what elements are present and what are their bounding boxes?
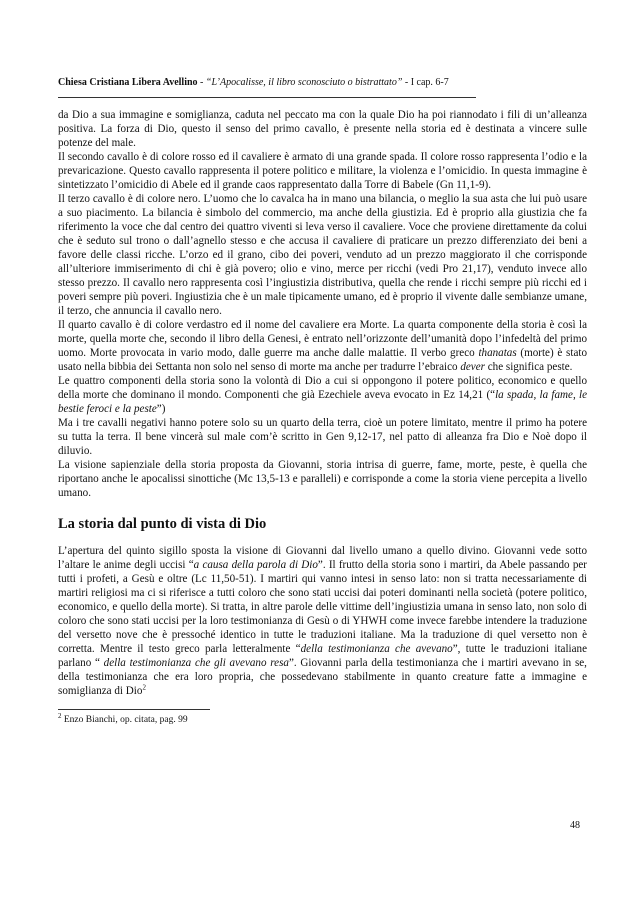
text-run: ”) — [156, 403, 166, 415]
italic-term: dever — [460, 361, 485, 373]
paragraph-fifth-seal — [58, 544, 587, 698]
footnote-number: 2 — [58, 711, 62, 720]
header-organization: Chiesa Cristiana Libera Avellino — [58, 77, 198, 88]
italic-quote: della testimonianza che gli avevano resa — [103, 657, 289, 669]
text-run: che significa peste. — [484, 361, 573, 373]
footnote — [58, 711, 587, 726]
text-run: Le quattro componenti della storia sono la volontà di Dio a cui si oppongono il potere politico, economico e quello della morte che dominano il mondo. Componenti che già Ezechiele aveva evocato in Ez 14,21 (“ — [58, 375, 587, 401]
paragraph-first-horse-end: da Dio a sua immagine e somiglianza, caduta nel peccato ma con la quale Dio ha poi riannodato i fili di un’alleanza positiva. La forza di Dio, questo il senso del primo cavallo, è presente nella storia ed è destinata a vincere sulle potenze del male. — [58, 109, 587, 149]
body-text — [58, 108, 587, 698]
footnote-rule — [58, 709, 210, 710]
header-rule — [58, 97, 476, 98]
header-chapter: - I cap. 6-7 — [402, 77, 449, 88]
italic-quote: della testimonianza che avevano — [300, 643, 453, 655]
header-book-title: “L’Apocalisse, il libro sconosciuto o bistrattato” — [205, 77, 403, 88]
footnote-text: Enzo Bianchi, op. citata, pag. 99 — [61, 715, 188, 725]
footnote-reference: 2 — [142, 683, 146, 692]
paragraph-negative-horses: Ma i tre cavalli negativi hanno potere solo su un quarto della terra, cioè un potere limitato, mentre il primo ha potere su tutta la terra. Il bene vincerà sul male com’è scritto in Gen 9,12-17, nel patto di alleanza fra Dio e Noè dopo il diluvio. — [58, 417, 587, 457]
text-run: ”. Il frutto della storia sono i martiri, da Abele passando per tutti i profeti, a Gesù e oltre (Lc 11,50-51). I martiri qui vanno intesi in senso lato: non si tratta necessariamente di martiri religiosi ma ci si riferisce a tutti coloro che sono stati uccisi dai poteri dominanti nella società (potere politico, economico, e quello della morte). Si tratta, in altre parole delle vittime dell’ingiustizia umana in senso lato, non solo di coloro che sono stati uccisi per la loro testimonianza di Gesù o di YHWH come invece farebbe intendere la traduzione del versetto nove che è pressoché identico in tutte le traduzioni italiane. Ma la traduzione di quel versetto non è corretta. Mentre il testo greco parla letteralmente “ — [58, 559, 587, 655]
text-run: ”, tutte le traduzioni italiane parlano “ — [58, 643, 588, 669]
text-run: Il quarto cavallo è di colore verdastro ed il nome del cavaliere era Morte. La quarta componente della storia è così la morte, quella morte che, secondo il libro della Genesi, è entrato nell’orizzonte dell’umanità dopo l’infedeltà del primo uomo. Morte provocata in vario modo, dalle guerre ma anche dalle malattie. Il verbo greco — [58, 319, 587, 359]
text-run: L’apertura del quinto sigillo sposta la visione di Giovanni dal livello umano a quello divino. Giovanni vede sotto l’altare le anime degli uccisi “ — [58, 545, 587, 571]
text-run: (morte) è stato usato nella bibbia dei Settanta non solo nel senso di morte ma anche per tradurre l’ebraico — [58, 347, 588, 373]
paragraph-second-horse: Il secondo cavallo è di colore rosso ed il cavaliere è armato di una grande spada. Il colore rosso rappresenta l’odio e la prevaricazione. Questo cavallo rappresenta il potere politico e militare, la violenza e l’omicidio. In questa immagine è sintetizzato l’omicidio di Abele ed il grande caos rappresentato dalla Torre di Babele (Gn 11,1-9). — [58, 151, 587, 191]
paragraph-third-horse: Il terzo cavallo è di colore nero. L’uomo che lo cavalca ha in mano una bilancia, o meglio la sua asta che lui può usare a suo piacimento. La bilancia è simbolo del commercio, ma anche della giustizia. Ed è proprio alla giustizia che fa riferimento la voce che dal centro dei quattro viventi si leva verso il cavaliere. Voce che proviene direttamente da colui che è seduto sul trono o dall’agnello stesso e che accusa il cavaliere di praticare un prezzo differenziato dei beni a favore delle classi ricche. L’orzo ed il grano, cibo dei poveri, venduto ad un prezzo maggiorato il che corrisponde all’ulteriore immiserimento di chi è già povero; olio e vino, merce per ricchi (vedi Pro 21,17), venduto invece allo stesso prezzo. Il cavallo nero rappresenta così l’ingiustizia distributiva, quella che rende i ricchi sempre più ricchi ed i poveri sempre più poveri. Ingiustizia che è un male tipicamente umano, ed è proprio il vivente dalle sembianze umane, il terzo, che annuncia il cavallo nero. — [58, 193, 587, 317]
header-separator: - — [197, 77, 206, 88]
paragraph-four-components — [58, 374, 587, 416]
paragraph-fourth-horse — [58, 318, 587, 374]
running-header — [58, 77, 587, 89]
paragraph-sapiential-vision: La visione sapienziale della storia proposta da Giovanni, storia intrisa di guerre, fame, morte, peste, è quella che riportano anche le apocalissi sinottiche (Mc 13,5-13 e paralleli) e corrisponde a come la storia viene percepita a livello umano. — [58, 459, 587, 499]
italic-quote: la spada, la fame, le bestie feroci e la peste — [58, 389, 587, 415]
document-page — [58, 77, 587, 726]
text-run: ”. Giovanni parla della testimonianza che i martiri avevano in se, della testimonianza che era loro propria, che possedevano stabilmente in quanto creature fatte a immagine e somiglianza di Dio — [58, 657, 587, 697]
italic-quote: a causa della parola di Dio — [193, 559, 318, 571]
italic-term: thanatas — [478, 347, 517, 359]
page-number: 48 — [570, 820, 580, 831]
section-heading: La storia dal punto di vista di Dio — [58, 516, 267, 532]
